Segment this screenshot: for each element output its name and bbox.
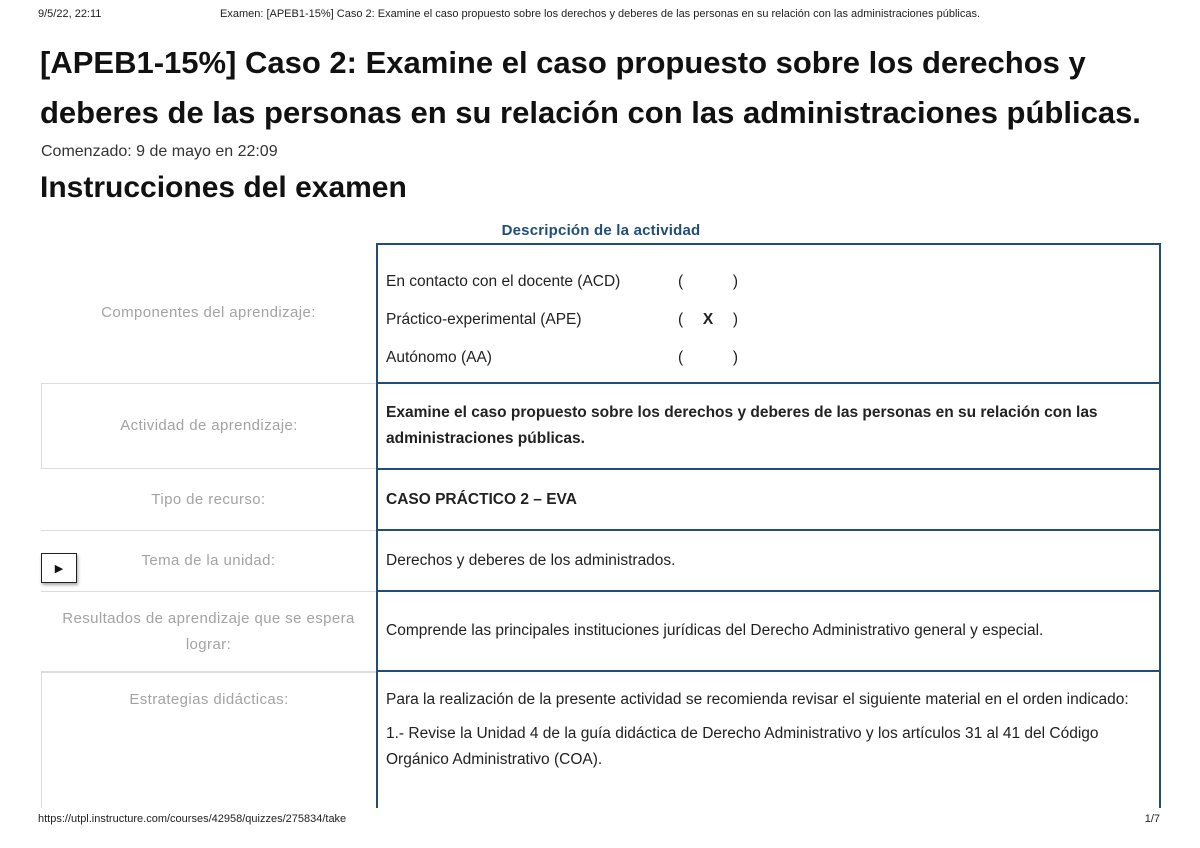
print-header — [0, 8, 1200, 24]
print-doc-title: Examen: [APEB1-15%] Caso 2: Examine el caso propuesto sobre los derechos y deberes de las personas en su relación con las administraciones públicas. — [219, 8, 981, 20]
started-timestamp: Comenzado: 9 de mayo en 22:09 — [41, 143, 278, 160]
resource-value: CASO PRÁCTICO 2 – EVA — [376, 470, 1161, 531]
topic-value: Derechos y deberes de los administrados. — [376, 531, 1161, 592]
component-mark-box: ( X ) — [678, 307, 738, 333]
component-mark-box: ( ) — [678, 269, 738, 295]
instructions-heading: Instrucciones del examen — [40, 171, 407, 204]
component-row-aa — [386, 339, 1151, 377]
strategies-paragraph: Para la realización de la presente actividad se recomienda revisar el siguiente material en el orden indicado: — [386, 691, 1129, 708]
page-title: [APEB1-15%] Caso 2: Examine el caso propuesto sobre los derechos y deberes de las personas en su relación con las administraciones públicas. — [40, 45, 1141, 130]
component-mark-box: ( ) — [678, 345, 738, 371]
component-label: Práctico-experimental (APE) — [386, 311, 582, 328]
resource-label: Tipo de recurso: — [41, 470, 376, 531]
components-label: Componentes del aprendizaje: — [101, 304, 316, 321]
footer-page-number: 1/7 — [1144, 813, 1160, 825]
strategies-value — [376, 672, 1161, 808]
component-row-acd — [386, 263, 1151, 301]
activity-value: Examine el caso propuesto sobre los derechos y deberes de las personas en su relación con las administraciones públicas. — [376, 384, 1161, 470]
strategies-label: Estrategias didácticas: — [41, 672, 376, 808]
components-cell — [376, 243, 1161, 384]
activity-label: Actividad de aprendizaje: — [41, 383, 376, 469]
results-value: Comprende las principales instituciones jurídicas del Derecho Administrativo general y especial. — [376, 592, 1161, 672]
play-button[interactable] — [41, 553, 77, 583]
footer-url: https://utpl.instructure.com/courses/42958/quizzes/275834/take — [38, 813, 347, 825]
table-caption: Descripción de la actividad — [501, 222, 701, 239]
results-label: Resultados de aprendizaje que se espera lograr: — [41, 592, 376, 672]
component-label: Autónomo (AA) — [386, 349, 492, 366]
play-icon: ▶ — [54, 562, 64, 575]
component-mark: X — [702, 311, 714, 328]
component-row-ape — [386, 301, 1151, 339]
component-mark — [691, 345, 725, 371]
component-mark — [691, 269, 725, 295]
print-datetime: 9/5/22, 22:11 — [38, 8, 102, 20]
topic-label: Tema de la unidad: — [41, 531, 376, 592]
component-label: En contacto con el docente (ACD) — [386, 273, 621, 290]
strategies-paragraph: 1.- Revise la Unidad 4 de la guía didáctica de Derecho Administrativo y los artículos 31 al 41 del Código Orgánico Administrativo (COA). — [386, 725, 1099, 768]
